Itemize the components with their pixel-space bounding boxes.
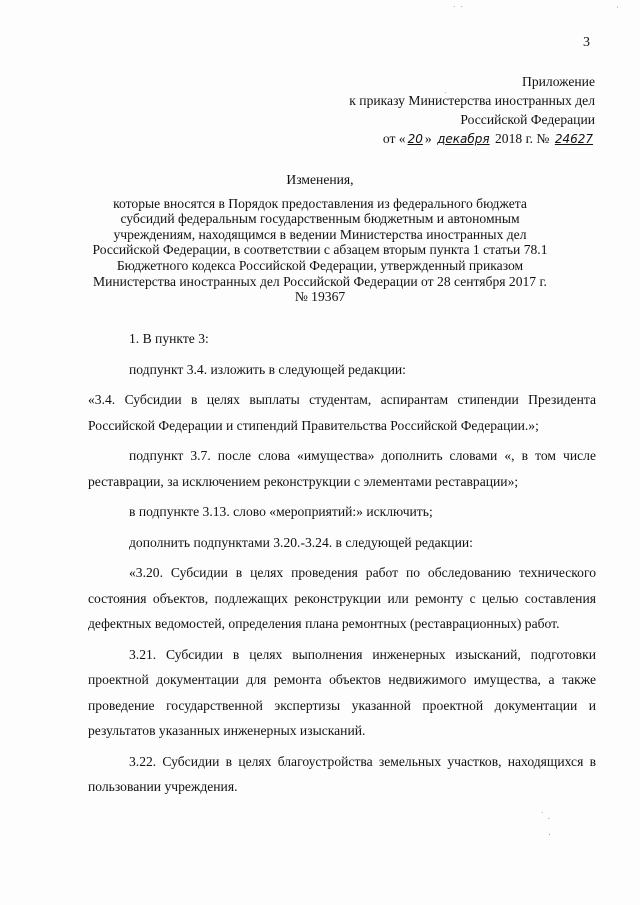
date-year: 2018 г. № [491, 131, 553, 146]
paragraph-1: 1. В пункте 3: [129, 331, 209, 346]
date-prefix: от « [382, 131, 406, 146]
appendix-country: Российской Федерации [460, 112, 595, 127]
scan-mark-icon: ˙ ˙ [452, 6, 464, 16]
scan-mark-icon: . [548, 828, 551, 838]
paragraph-7: «3.20. Субсидии в целях проведения работ по обследованию технического состояния объектов, подлежащих реконструкции или ремонту с целью составления дефектных ведомостей, определения плана ремонтных (реставрационных) работ. [88, 565, 596, 631]
date-day: 20 [407, 132, 423, 146]
scan-mark-icon: ˙ [615, 6, 620, 17]
date-mid: » [424, 131, 436, 146]
paragraph-3: «3.4. Субсидии в целях выплаты студентам, аспирантам стипендии Президента Российской Федерации и стипендий Правительства Российской Федерации.»; [88, 392, 596, 433]
paragraph-4: подпункт 3.7. после слова «имущества» дополнить словами «, в том числе реставрации, за исключением реконструкции с элементами реставрации»; [88, 448, 596, 489]
appendix-order-ref: к приказу Министерства иностранных дел [349, 93, 595, 108]
appendix-title: Приложение [522, 74, 595, 89]
document-body [88, 326, 596, 805]
title-heading: Изменения, [286, 172, 354, 187]
document-title [90, 172, 550, 305]
appendix-block [275, 72, 595, 149]
date-month: декабря [437, 132, 490, 146]
page-number: 3 [583, 35, 590, 50]
appendix-date-line [275, 129, 595, 149]
scan-mark-icon: . [444, 86, 447, 95]
paragraph-6: дополнить подпунктами 3.20.-3.24. в следующей редакции: [129, 534, 473, 550]
paragraph-9: 3.22. Субсидии в целях благоустройства земельных участков, находящихся в пользовании учреждения. [88, 753, 596, 794]
title-body: которые вносятся в Порядок предоставления из федерального бюджета субсидий федеральным государственным бюджетным и автономным учреждениям, находящимся в ведении Министерства иностранных дел Российской Федерации, в соответствии с абзацем вторым пункта 1 статьи 78.1 Бюджетного кодекса Российской Федерации, утвержденный приказом Министерства иностранных дел Российской Федерации от 28 сентября 2017 г. № 19367 [92, 195, 548, 305]
paragraph-5: в подпункте 3.13. слово «мероприятий:» исключить; [129, 504, 433, 519]
order-number: 24627 [554, 132, 593, 146]
paragraph-2: подпункт 3.4. изложить в следующей редакции: [129, 361, 406, 377]
paragraph-8: 3.21. Субсидии в целях выполнения инженерных изысканий, подготовки проектной документации для ремонта объектов недвижимого имущества, а также проведение государственной экспертизы указанной проектной документации и результатов указанных инженерных изысканий. [88, 646, 596, 738]
scan-mark-icon: ˙ . [540, 812, 551, 822]
